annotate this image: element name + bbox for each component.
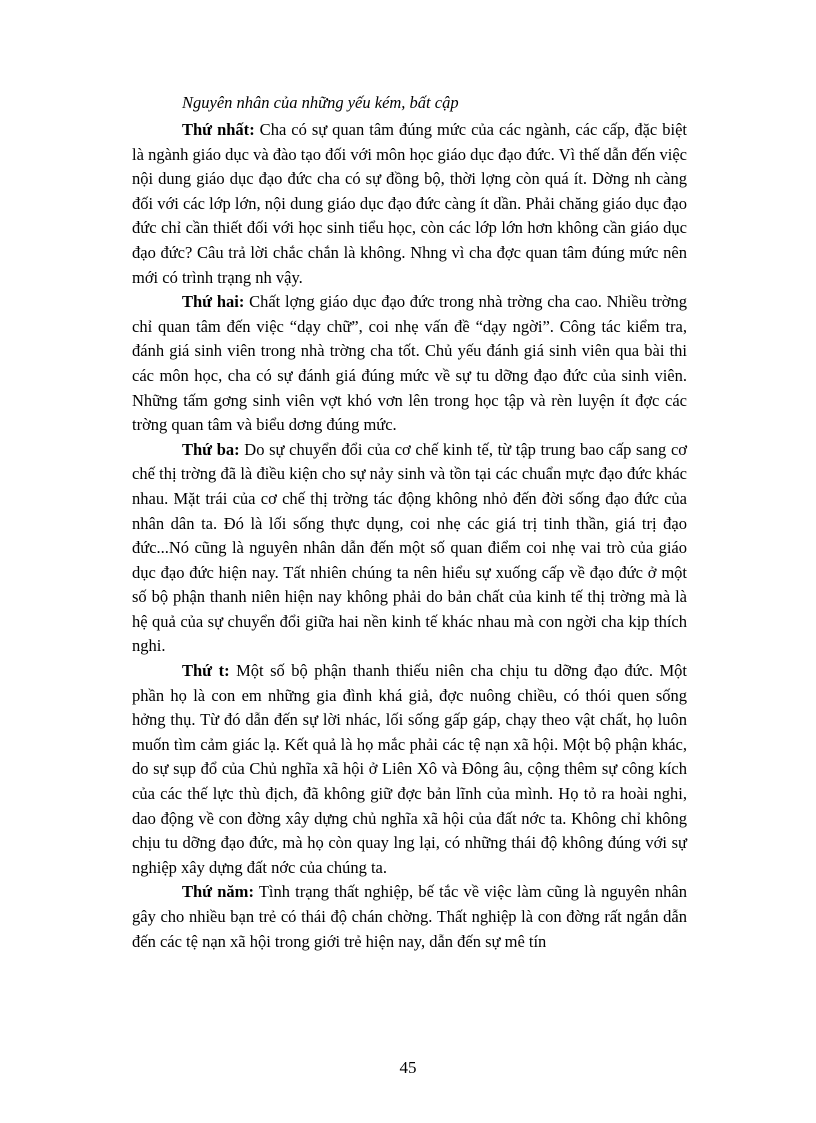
paragraph-lead-colon: : — [249, 120, 255, 139]
paragraph-text: Cha có sự quan tâm đúng mức của các ngành, các cấp, đặc biệt là ngành giáo dục và đào tạo đối với môn học giáo dục đạo đức. Vì thế dẫn đến việc nội dung giáo dục đạo đức cha có sự đồng bộ, thời lợng còn quá ít. Dờng nh càng đối với các lớp lớn, nội dung giáo dục đạo đức càng ít dần. Phải chăng giáo dục đạo đức chỉ cần thiết đối với học sinh tiểu học, còn các lớp lớn hơn không cần giáo dục đạo đức? Câu trả lời chắc chắn là không. Nhng vì cha đợc quan tâm đúng mức nên mới có trình trạng nh vậy. — [132, 120, 687, 287]
paragraph-4 — [132, 659, 687, 880]
paragraph-lead: Thứ hai — [182, 292, 239, 312]
paragraph-lead: Thứ t — [182, 661, 225, 681]
paragraph-lead-colon: : — [248, 882, 254, 902]
page-content — [132, 92, 687, 954]
paragraph-1 — [132, 118, 687, 290]
paragraph-lead: Thứ năm — [182, 882, 249, 902]
page-number: 45 — [399, 1058, 417, 1077]
paragraph-text: Do sự chuyển đổi của cơ chế kinh tế, từ tập trung bao cấp sang cơ chế thị trờng đã là điều kiện cho sự nảy sinh và tồn tại các chuẩn mực đạo đức khác nhau. Mặt trái của cơ chế thị trờng tác động không nhỏ đến đời sống đạo đức của nhân dân ta. Đó là lối sống thực dụng, coi nhẹ các giá trị tinh thần, giá trị đạo đức...Nó cũng là nguyên nhân dẫn đến một số quan điểm coi nhẹ vai trò của giáo dục đạo đức hiện nay. Tất nhiên chúng ta nên hiểu sự xuống cấp về đạo đức ở một số bộ phận thanh niên hiện nay không phải do bản chất của kinh tế thị trờng mà là hệ quả của sự chuyển đổi giữa hai nền kinh tế khác nhau mà con ngời cha kịp thích nghi. — [132, 439, 687, 656]
paragraph-3 — [132, 438, 687, 659]
paragraph-5 — [132, 880, 687, 954]
paragraph-2 — [132, 290, 687, 438]
paragraph-text: Chất lợng giáo dục đạo đức trong nhà trờng cha cao. Nhiều trờng chỉ quan tâm đến việc “dạy chữ”, coi nhẹ vấn đề “dạy ngời”. Công tác kiểm tra, đánh giá sinh viên trong nhà trờng cha tốt. Chủ yếu đánh giá sinh viên qua bài thi các môn học, cha có sự đánh giá đúng mức về sự tu dỡng đạo đức của sinh viên. Những tấm gơng sinh viên vợt khó vơn lên trong học tập và rèn luyện ít đợc các trờng quan tâm và biểu dơng đúng mức. — [132, 292, 687, 435]
paragraph-text: Một số bộ phận thanh thiếu niên cha chịu tu dỡng đạo đức. Một phần họ là con em những gia đình khá giả, đợc nuông chiều, có thói quen sống hởng thụ. Từ đó dẫn đến sự lời nhác, lối sống gấp gáp, chạy theo vật chất, họ luôn muốn tìm cảm giác lạ. Kết quả là họ mắc phải các tệ nạn xã hội. Một bộ phận khác, do sự sụp đổ của Chủ nghĩa xã hội ở Liên Xô và Đông âu, cộng thêm sự công kích của các thế lực thù địch, đã không giữ đợc bản lĩnh của mình. Họ tỏ ra hoài nghi, dao động về con đờng xây dựng chủ nghĩa xã hội của đất nớc ta. Không chỉ không chịu tu dỡng đạo đức, mà họ còn quay lng lại, có những thái độ không đúng với sự nghiệp xây dựng đất nớc của chúng ta. — [132, 661, 688, 877]
paragraph-lead-colon: : — [238, 292, 245, 312]
paragraph-lead: Thứ ba — [182, 439, 235, 459]
paragraph-lead-colon: : — [224, 661, 230, 681]
section-heading: Nguyên nhân của những yếu kém, bất cập — [182, 93, 459, 112]
paragraph-lead-colon: : — [234, 439, 240, 459]
paragraph-lead: Thứ nhất — [182, 120, 250, 139]
paragraph-text: Tình trạng thất nghiệp, bế tắc về việc làm cũng là nguyên nhân gây cho nhiều bạn trẻ có thái độ chán chờng. Thất nghiệp là con đờng rất ngắn dẫn đến các tệ nạn xã hội trong giới trẻ hiện nay, dẫn đến sự mê tín — [132, 882, 687, 951]
